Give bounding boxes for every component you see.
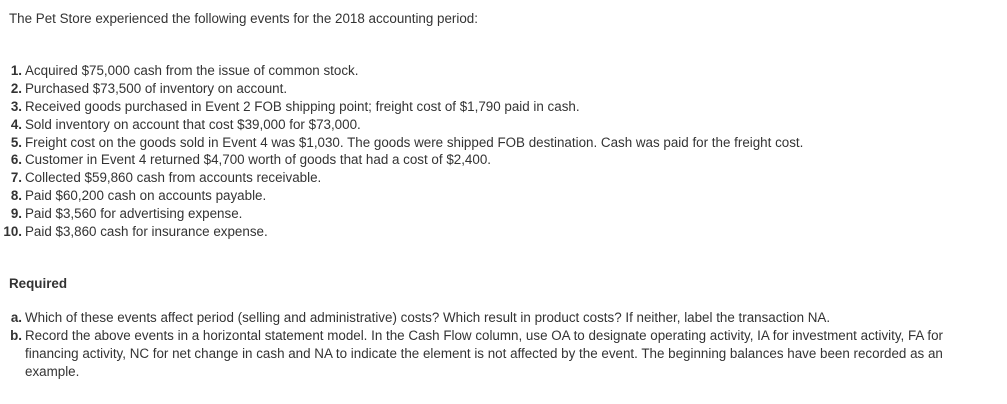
requirement-item [0, 327, 1000, 381]
event-text: Received goods purchased in Event 2 FOB shipping point; freight cost of $1,790 paid in cash. [25, 98, 580, 114]
event-item [0, 169, 803, 187]
requirement-label: b. [10, 327, 22, 343]
event-number: 5. [10, 134, 22, 150]
event-item [0, 151, 803, 169]
requirement-text: Which of these events affect period (selling and administrative) costs? Which result in product costs? If neither, label the transaction NA. [25, 310, 831, 325]
requirement-label: a. [10, 310, 22, 325]
requirements-list [0, 309, 1000, 381]
event-item [0, 80, 803, 98]
event-item [0, 98, 803, 116]
event-number: 8. [10, 188, 22, 204]
requirement-text: Record the above events in a horizontal statement model. In the Cash Flow column, use OA to designate operating activity, IA for investment activity, FA for financing activity, NC for net change in cash and NA to indicate the element is not affected by the event. The beginning balances have been recorded as an example. [25, 327, 943, 379]
event-text: Freight cost on the goods sold in Event 4 was $1,030. The goods were shipped FOB destination. Cash was paid for the freight cost. [25, 134, 804, 150]
event-item [0, 223, 803, 241]
event-text: Customer in Event 4 returned $4,700 worth of goods that had a cost of $2,400. [25, 152, 491, 168]
events-list [0, 62, 803, 241]
event-text: Acquired $75,000 cash from the issue of common stock. [25, 63, 359, 78]
event-item [0, 134, 803, 152]
event-number: 3. [10, 98, 22, 114]
event-text: Paid $3,860 cash for insurance expense. [25, 224, 268, 240]
intro-text: The Pet Store experienced the following events for the 2018 accounting period: [9, 11, 478, 26]
event-text: Collected $59,860 cash from accounts receivable. [25, 170, 322, 186]
event-text: Paid $3,560 for advertising expense. [25, 206, 243, 222]
event-item [0, 116, 803, 134]
event-number: 1. [10, 63, 22, 78]
event-number: 4. [10, 116, 22, 132]
event-text: Paid $60,200 cash on accounts payable. [25, 188, 267, 204]
event-number: 9. [10, 206, 22, 222]
event-number: 10. [3, 224, 22, 240]
event-number: 2. [10, 80, 22, 96]
event-item [0, 205, 803, 223]
event-item [0, 187, 803, 205]
required-heading: Required [9, 276, 68, 291]
event-number: 7. [10, 170, 22, 186]
event-number: 6. [10, 152, 22, 168]
event-text: Sold inventory on account that cost $39,000 for $73,000. [25, 116, 361, 132]
requirement-item [0, 309, 1000, 327]
event-text: Purchased $73,500 of inventory on account. [25, 80, 288, 96]
event-item [0, 62, 803, 80]
